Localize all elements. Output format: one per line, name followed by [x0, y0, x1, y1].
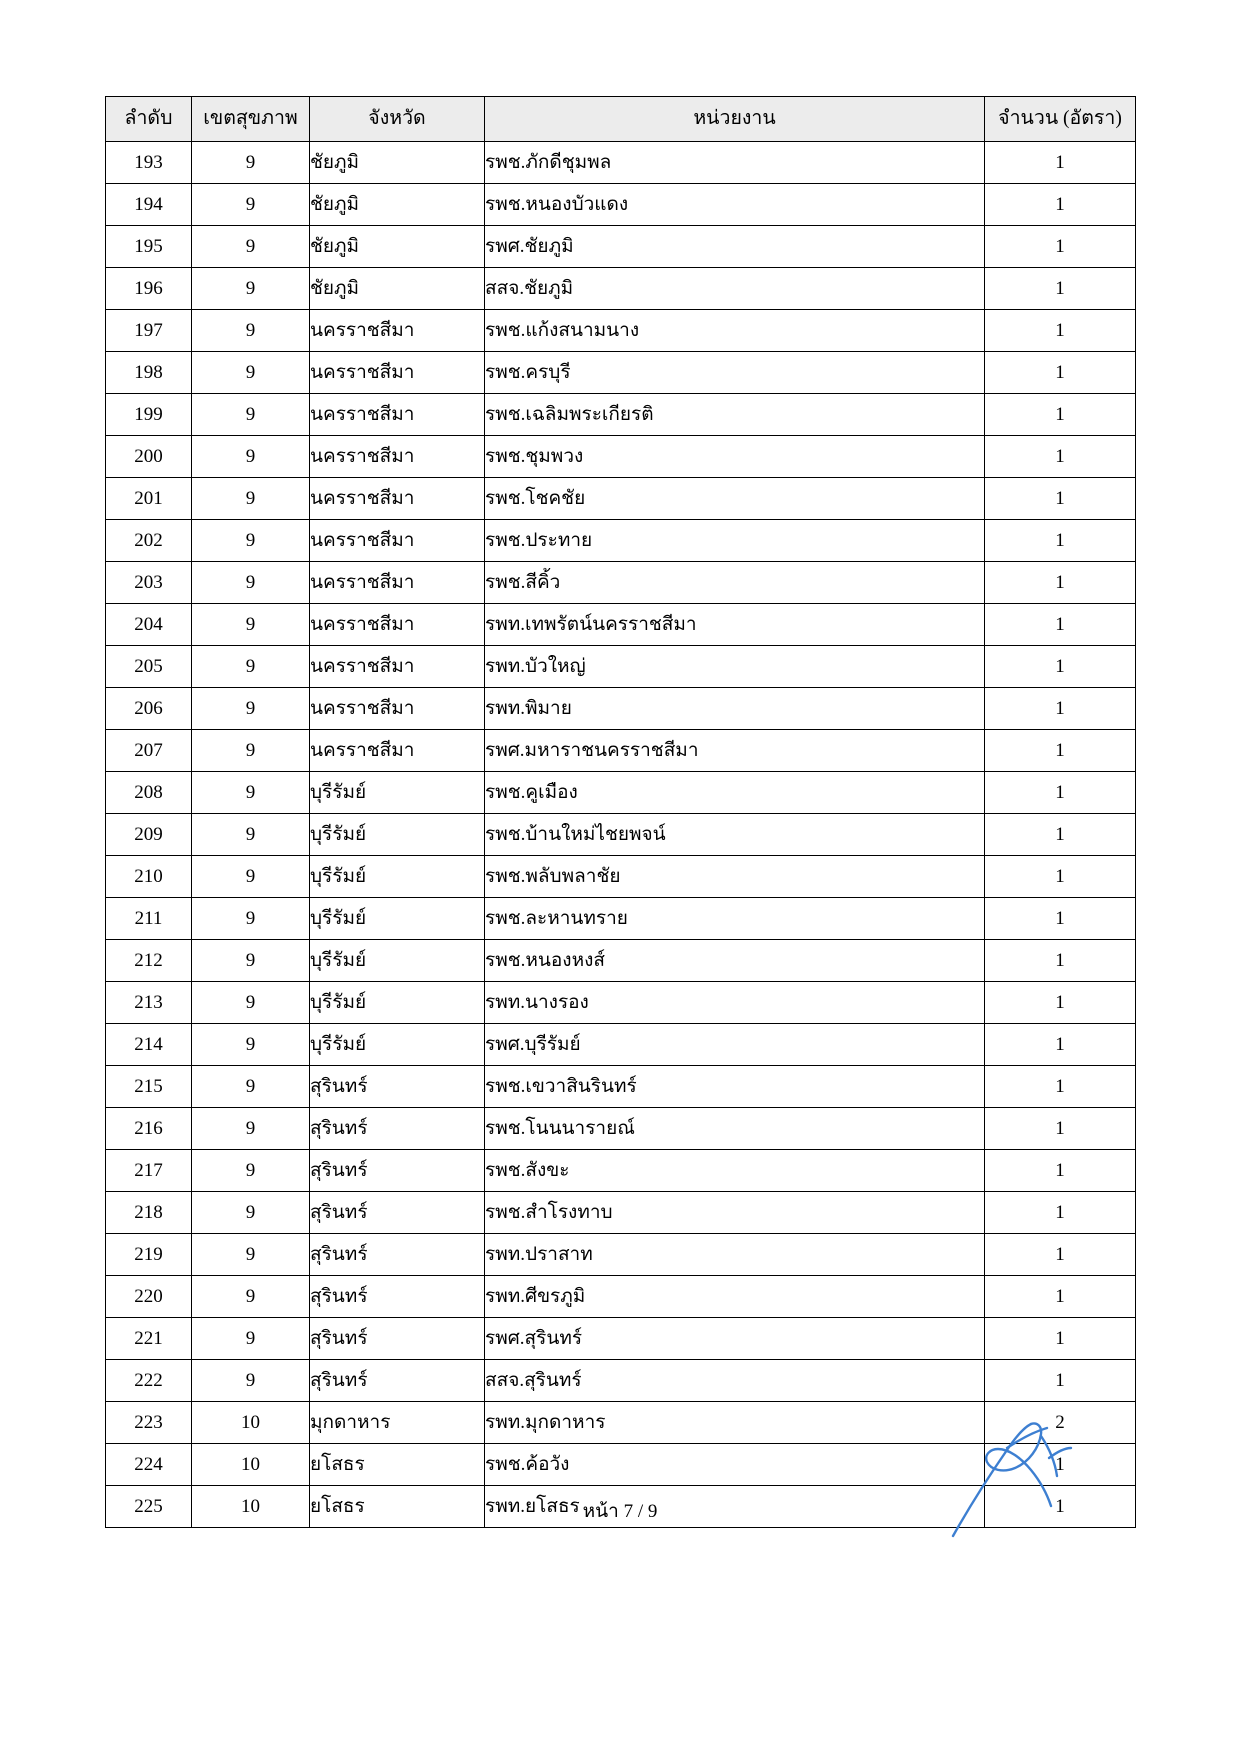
- row-agency: รพศ.สุรินทร์: [485, 1318, 985, 1360]
- row-sequence: 208: [106, 772, 192, 814]
- table-row: [106, 268, 1136, 310]
- row-sequence: 216: [106, 1108, 192, 1150]
- row-amount: 1: [985, 1066, 1136, 1108]
- row-agency: รพช.คูเมือง: [485, 772, 985, 814]
- table-header-row: [106, 97, 1136, 142]
- row-sequence: 196: [106, 268, 192, 310]
- row-amount: 1: [985, 646, 1136, 688]
- row-health-zone: 9: [192, 562, 310, 604]
- row-sequence: 200: [106, 436, 192, 478]
- row-health-zone: 9: [192, 604, 310, 646]
- row-amount: 1: [985, 184, 1136, 226]
- table-body: [106, 142, 1136, 1528]
- row-agency: รพท.บัวใหญ่: [485, 646, 985, 688]
- row-amount: 1: [985, 772, 1136, 814]
- row-sequence: 198: [106, 352, 192, 394]
- row-amount: 1: [985, 1024, 1136, 1066]
- column-header-sequence: ลำดับ: [106, 97, 192, 142]
- table-row: [106, 1318, 1136, 1360]
- row-agency: รพท.ศีขรภูมิ: [485, 1276, 985, 1318]
- row-agency: รพช.สำโรงทาบ: [485, 1192, 985, 1234]
- row-sequence: 224: [106, 1444, 192, 1486]
- row-province: สุรินทร์: [310, 1318, 485, 1360]
- column-header-province: จังหวัด: [310, 97, 485, 142]
- table-row: [106, 1402, 1136, 1444]
- row-sequence: 217: [106, 1150, 192, 1192]
- table-row: [106, 226, 1136, 268]
- row-province: บุรีรัมย์: [310, 982, 485, 1024]
- row-health-zone: 10: [192, 1402, 310, 1444]
- table-row: [106, 310, 1136, 352]
- row-province: นครราชสีมา: [310, 310, 485, 352]
- row-province: สุรินทร์: [310, 1150, 485, 1192]
- row-amount: 1: [985, 856, 1136, 898]
- row-agency: รพท.นางรอง: [485, 982, 985, 1024]
- row-health-zone: 9: [192, 1066, 310, 1108]
- table-row: [106, 1360, 1136, 1402]
- table-row: [106, 1024, 1136, 1066]
- row-sequence: 205: [106, 646, 192, 688]
- row-agency: รพช.หนองหงส์: [485, 940, 985, 982]
- row-province: บุรีรัมย์: [310, 772, 485, 814]
- row-agency: รพท.เทพรัตน์นครราชสีมา: [485, 604, 985, 646]
- row-province: นครราชสีมา: [310, 394, 485, 436]
- row-sequence: 193: [106, 142, 192, 184]
- row-amount: 1: [985, 394, 1136, 436]
- row-health-zone: 9: [192, 1108, 310, 1150]
- table-row: [106, 856, 1136, 898]
- row-health-zone: 9: [192, 352, 310, 394]
- row-province: สุรินทร์: [310, 1360, 485, 1402]
- table-row: [106, 688, 1136, 730]
- table-row: [106, 352, 1136, 394]
- row-amount: 1: [985, 1192, 1136, 1234]
- row-amount: 1: [985, 1360, 1136, 1402]
- row-province: นครราชสีมา: [310, 604, 485, 646]
- row-health-zone: 9: [192, 1360, 310, 1402]
- row-amount: 1: [985, 268, 1136, 310]
- row-sequence: 215: [106, 1066, 192, 1108]
- row-agency: รพช.ประทาย: [485, 520, 985, 562]
- row-province: สุรินทร์: [310, 1108, 485, 1150]
- table-row: [106, 814, 1136, 856]
- row-health-zone: 9: [192, 226, 310, 268]
- row-agency: สสจ.สุรินทร์: [485, 1360, 985, 1402]
- row-sequence: 195: [106, 226, 192, 268]
- row-agency: รพช.เฉลิมพระเกียรติ: [485, 394, 985, 436]
- row-sequence: 219: [106, 1234, 192, 1276]
- row-sequence: 211: [106, 898, 192, 940]
- row-province: นครราชสีมา: [310, 562, 485, 604]
- row-province: สุรินทร์: [310, 1066, 485, 1108]
- row-health-zone: 9: [192, 982, 310, 1024]
- table-row: [106, 604, 1136, 646]
- row-sequence: 214: [106, 1024, 192, 1066]
- allocation-table: [105, 96, 1136, 1528]
- row-province: บุรีรัมย์: [310, 856, 485, 898]
- row-sequence: 225: [106, 1486, 192, 1528]
- row-amount: 1: [985, 1276, 1136, 1318]
- row-sequence: 197: [106, 310, 192, 352]
- row-province: ชัยภูมิ: [310, 226, 485, 268]
- table-row: [106, 646, 1136, 688]
- row-agency: รพช.ค้อวัง: [485, 1444, 985, 1486]
- row-health-zone: 9: [192, 1192, 310, 1234]
- column-header-agency: หน่วยงาน: [485, 97, 985, 142]
- row-province: นครราชสีมา: [310, 520, 485, 562]
- row-province: ยโสธร: [310, 1444, 485, 1486]
- table-row: [106, 184, 1136, 226]
- row-amount: 1: [985, 730, 1136, 772]
- row-sequence: 223: [106, 1402, 192, 1444]
- table-row: [106, 982, 1136, 1024]
- row-health-zone: 9: [192, 394, 310, 436]
- row-agency: รพช.โนนนารายณ์: [485, 1108, 985, 1150]
- row-sequence: 209: [106, 814, 192, 856]
- row-province: ยโสธร: [310, 1486, 485, 1528]
- row-province: นครราชสีมา: [310, 646, 485, 688]
- row-province: นครราชสีมา: [310, 730, 485, 772]
- page-number-text: หน้า 7 / 9: [582, 1501, 658, 1522]
- table-row: [106, 1192, 1136, 1234]
- row-health-zone: 9: [192, 268, 310, 310]
- table-row: [106, 142, 1136, 184]
- row-sequence: 199: [106, 394, 192, 436]
- row-agency: รพศ.บุรีรัมย์: [485, 1024, 985, 1066]
- row-sequence: 202: [106, 520, 192, 562]
- row-amount: 1: [985, 520, 1136, 562]
- table-row: [106, 1276, 1136, 1318]
- row-sequence: 206: [106, 688, 192, 730]
- table-row: [106, 562, 1136, 604]
- row-amount: 1: [985, 1150, 1136, 1192]
- row-health-zone: 9: [192, 940, 310, 982]
- row-health-zone: 10: [192, 1444, 310, 1486]
- row-health-zone: 9: [192, 436, 310, 478]
- row-agency: รพช.ภักดีชุมพล: [485, 142, 985, 184]
- row-agency: รพท.ยโสธร: [485, 1486, 985, 1528]
- row-sequence: 218: [106, 1192, 192, 1234]
- row-agency: รพท.พิมาย: [485, 688, 985, 730]
- row-agency: รพช.บ้านใหม่ไชยพจน์: [485, 814, 985, 856]
- page-footer: [0, 1496, 1240, 1526]
- row-agency: รพช.ชุมพวง: [485, 436, 985, 478]
- row-health-zone: 9: [192, 478, 310, 520]
- row-amount: 1: [985, 982, 1136, 1024]
- row-sequence: 221: [106, 1318, 192, 1360]
- row-sequence: 213: [106, 982, 192, 1024]
- row-health-zone: 9: [192, 520, 310, 562]
- table-row: [106, 730, 1136, 772]
- row-health-zone: 9: [192, 688, 310, 730]
- row-sequence: 204: [106, 604, 192, 646]
- row-health-zone: 9: [192, 856, 310, 898]
- row-agency: รพช.พลับพลาชัย: [485, 856, 985, 898]
- row-amount: 1: [985, 226, 1136, 268]
- row-sequence: 201: [106, 478, 192, 520]
- row-health-zone: 9: [192, 310, 310, 352]
- table-row: [106, 1108, 1136, 1150]
- column-header-amount: จำนวน (อัตรา): [985, 97, 1136, 142]
- row-amount: 1: [985, 1108, 1136, 1150]
- row-sequence: 212: [106, 940, 192, 982]
- row-province: สุรินทร์: [310, 1276, 485, 1318]
- table-row: [106, 478, 1136, 520]
- table-row: [106, 1150, 1136, 1192]
- row-province: นครราชสีมา: [310, 436, 485, 478]
- row-health-zone: 9: [192, 730, 310, 772]
- row-amount: 1: [985, 940, 1136, 982]
- row-agency: สสจ.ชัยภูมิ: [485, 268, 985, 310]
- column-header-health-zone: เขตสุขภาพ: [192, 97, 310, 142]
- row-province: นครราชสีมา: [310, 352, 485, 394]
- row-sequence: 203: [106, 562, 192, 604]
- row-agency: รพช.แก้งสนามนาง: [485, 310, 985, 352]
- row-health-zone: 9: [192, 1024, 310, 1066]
- row-amount: 1: [985, 1444, 1136, 1486]
- row-health-zone: 9: [192, 184, 310, 226]
- row-agency: รพศ.มหาราชนครราชสีมา: [485, 730, 985, 772]
- row-province: สุรินทร์: [310, 1192, 485, 1234]
- table-row: [106, 1234, 1136, 1276]
- row-health-zone: 9: [192, 898, 310, 940]
- table-row: [106, 940, 1136, 982]
- row-amount: 1: [985, 1234, 1136, 1276]
- row-health-zone: 10: [192, 1486, 310, 1528]
- row-agency: รพช.เขวาสินรินทร์: [485, 1066, 985, 1108]
- table-row: [106, 520, 1136, 562]
- row-amount: 1: [985, 688, 1136, 730]
- table-header: [106, 97, 1136, 142]
- row-amount: 1: [985, 310, 1136, 352]
- row-health-zone: 9: [192, 1318, 310, 1360]
- row-amount: 2: [985, 1402, 1136, 1444]
- row-agency: รพช.สีคิ้ว: [485, 562, 985, 604]
- row-health-zone: 9: [192, 646, 310, 688]
- table-row: [106, 394, 1136, 436]
- row-province: บุรีรัมย์: [310, 940, 485, 982]
- table-row: [106, 772, 1136, 814]
- row-amount: 1: [985, 562, 1136, 604]
- row-province: นครราชสีมา: [310, 688, 485, 730]
- row-amount: 1: [985, 436, 1136, 478]
- row-amount: 1: [985, 898, 1136, 940]
- row-health-zone: 9: [192, 1150, 310, 1192]
- row-amount: 1: [985, 814, 1136, 856]
- row-health-zone: 9: [192, 772, 310, 814]
- row-province: ชัยภูมิ: [310, 184, 485, 226]
- row-province: ชัยภูมิ: [310, 268, 485, 310]
- table-row: [106, 436, 1136, 478]
- row-province: นครราชสีมา: [310, 478, 485, 520]
- row-province: สุรินทร์: [310, 1234, 485, 1276]
- row-agency: รพช.ละหานทราย: [485, 898, 985, 940]
- row-province: มุกดาหาร: [310, 1402, 485, 1444]
- row-province: บุรีรัมย์: [310, 1024, 485, 1066]
- row-agency: รพศ.ชัยภูมิ: [485, 226, 985, 268]
- table-row: [106, 898, 1136, 940]
- row-province: บุรีรัมย์: [310, 898, 485, 940]
- row-agency: รพท.มุกดาหาร: [485, 1402, 985, 1444]
- row-province: ชัยภูมิ: [310, 142, 485, 184]
- row-sequence: 194: [106, 184, 192, 226]
- row-amount: 1: [985, 1486, 1136, 1528]
- table-row: [106, 1444, 1136, 1486]
- row-amount: 1: [985, 352, 1136, 394]
- row-health-zone: 9: [192, 1276, 310, 1318]
- row-health-zone: 9: [192, 1234, 310, 1276]
- table-row: [106, 1066, 1136, 1108]
- row-health-zone: 9: [192, 142, 310, 184]
- row-agency: รพช.โชคชัย: [485, 478, 985, 520]
- row-amount: 1: [985, 142, 1136, 184]
- row-amount: 1: [985, 478, 1136, 520]
- row-sequence: 220: [106, 1276, 192, 1318]
- row-sequence: 210: [106, 856, 192, 898]
- row-sequence: 222: [106, 1360, 192, 1402]
- row-amount: 1: [985, 1318, 1136, 1360]
- row-agency: รพท.ปราสาท: [485, 1234, 985, 1276]
- row-health-zone: 9: [192, 814, 310, 856]
- row-sequence: 207: [106, 730, 192, 772]
- row-agency: รพช.สังขะ: [485, 1150, 985, 1192]
- row-province: บุรีรัมย์: [310, 814, 485, 856]
- row-agency: รพช.หนองบัวแดง: [485, 184, 985, 226]
- row-agency: รพช.ครบุรี: [485, 352, 985, 394]
- row-amount: 1: [985, 604, 1136, 646]
